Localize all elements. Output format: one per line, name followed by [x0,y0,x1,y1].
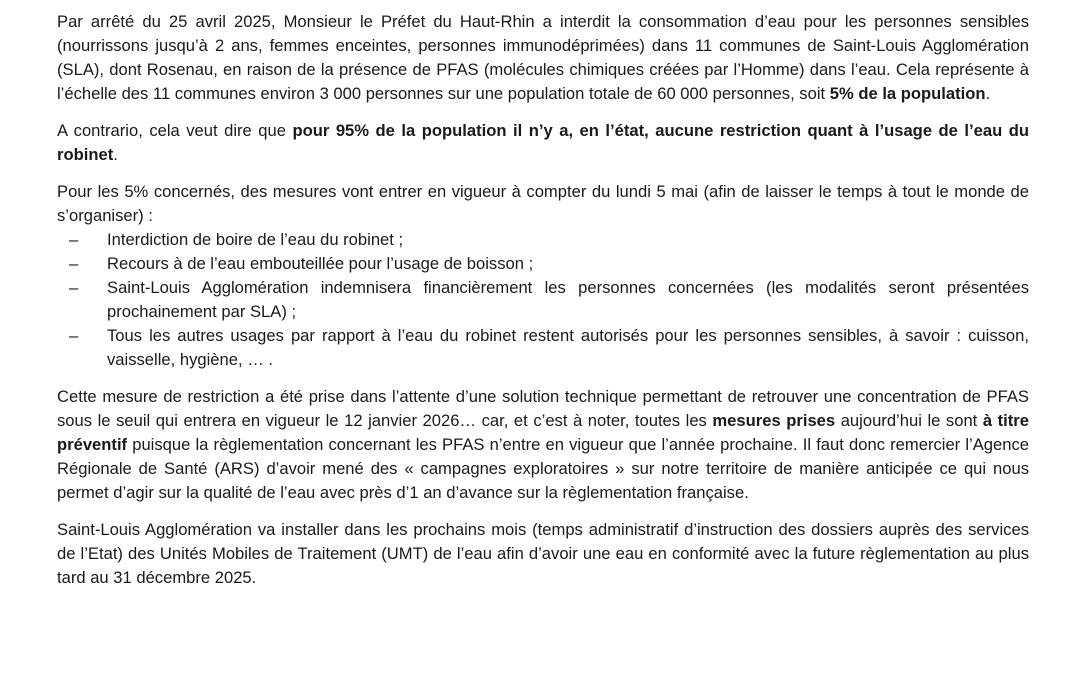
umt-text: Saint-Louis Agglomération va installer dans les prochains mois (temps administratif d’instruction des dossiers auprès des services de l’Etat) des Unités Mobiles de Traitement (UMT) de l’eau afin d’avoir une eau en conformité avec la future règlementation au plus tard au 31 décembre 2025. [57,520,1029,587]
list-item [57,324,1029,372]
paragraph-restriction [57,385,1029,505]
list-item [57,252,1029,276]
arrete-end: . [985,84,991,103]
list-item [57,276,1029,324]
contrario-end: . [113,145,118,164]
restriction-text-2: aujourd’hui le sont [835,411,983,430]
arrete-highlight: 5% de la population [829,84,986,103]
paragraph-mesures-intro [57,180,1029,228]
paragraph-arrete [57,10,1029,106]
list-item-text: Tous les autres usages par rapport à l’eau du robinet restent autorisés pour les personnes sensibles, à savoir : cuisson, vaisselle, hygiène, … . [107,326,1029,369]
list-item-text: Interdiction de boire de l’eau du robinet ; [107,230,404,249]
measures-list [57,228,1029,372]
document-page [57,10,1029,603]
restriction-highlight-2: à titre préventif [57,411,1029,454]
dash-bullet: – [69,326,79,345]
mesures-intro-text: Pour les 5% concernés, des mesures vont entrer en vigueur à compter du lundi 5 mai (afin de laisser le temps à tout le monde de s’organiser) : [57,182,1029,225]
paragraph-contrario [57,119,1029,167]
arrete-text: Par arrêté du 25 avril 2025, Monsieur le Préfet du Haut-Rhin a interdit la consommation d’eau pour les personnes sensibles (nourrissons jusqu’à 2 ans, femmes enceintes, personnes immunodéprimées) dans 11 communes de Saint-Louis Agglomération (SLA), dont Rosenau, en raison de la présence de PFAS (molécules chimiques créées par l’Homme) dans l’eau. Cela représente à l’échelle des 11 communes environ 3 000 personnes sur une population totale de 60 000 personnes, soit [57,12,1029,103]
list-item-text: Saint-Louis Agglomération indemnisera financièrement les personnes concernées (les modalités seront présentées prochainement par SLA) ; [107,278,1029,321]
paragraph-umt [57,518,1029,590]
dash-bullet: – [69,278,79,297]
list-item [57,228,1029,252]
restriction-highlight-1: mesures prises [712,411,836,430]
dash-bullet: – [69,254,79,273]
restriction-text: Cette mesure de restriction a été prise dans l’attente d’une solution technique permettant de retrouver une concentration de PFAS sous le seuil qui entrera en vigueur le 12 janvier 2026… car, et c’est à noter, toutes les [57,387,1029,430]
dash-bullet: – [69,230,79,249]
contrario-highlight: pour 95% de la population il n’y a, en l’état, aucune restriction quant à l’usage de l’eau du robinet [57,121,1029,164]
list-item-text: Recours à de l’eau embouteillée pour l’usage de boisson ; [107,254,534,273]
restriction-text-3: puisque la règlementation concernant les PFAS n’entre en vigueur que l’année prochaine. Il faut donc remercier l’Agence Régionale de Santé (ARS) d’avoir mené des « campagnes exploratoires » sur notre territoire de manière anticipée ce qui nous permet d’agir sur la qualité de l’eau avec près d’1 an d’avance sur la règlementation française. [57,435,1029,502]
contrario-text: A contrario, cela veut dire que [57,121,293,140]
